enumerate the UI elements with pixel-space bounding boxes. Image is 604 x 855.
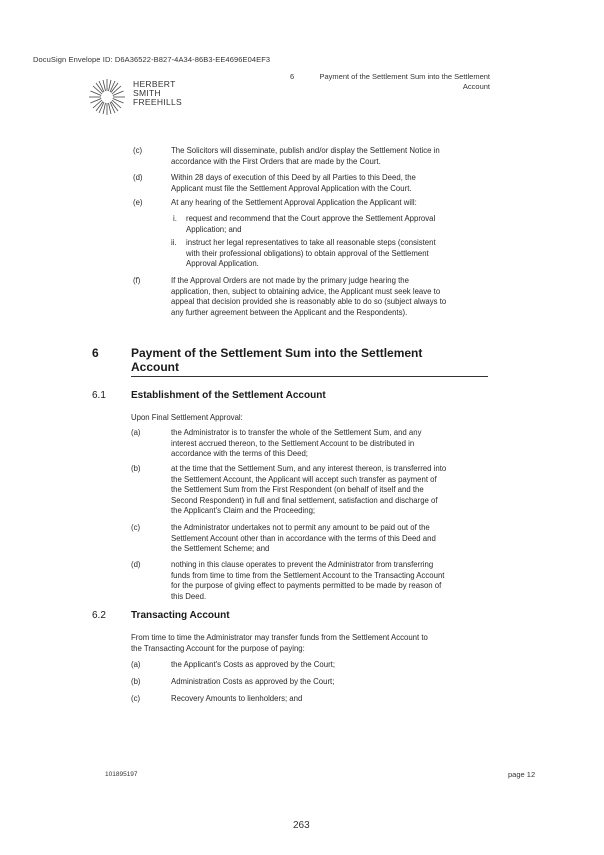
brand-line: SMITH: [133, 88, 161, 98]
clause-text: the Administrator is to transfer the whole of the Settlement Sum, and any interest accrued thereon, to the Settlement Account to be distributed in accordance with the terms of this Deed;: [171, 428, 422, 459]
subsection-number: 6.2: [92, 610, 106, 621]
subsection-number: 6.1: [92, 390, 106, 401]
brand-name: [133, 80, 182, 107]
starburst-logo-icon: [87, 77, 127, 117]
clause-label: (b): [131, 464, 141, 473]
subsection-heading: Transacting Account: [131, 610, 230, 621]
page-number: 263: [293, 820, 310, 831]
clause-text: At any hearing of the Settlement Approval Application the Applicant will:: [171, 198, 417, 207]
clause-text: at the time that the Settlement Sum, and any interest thereon, is transferred into the Settlement Account, the Applicant will accept such transfer as payment of the Settlement Sum from the First Respondent (on behalf of itself and the Second Respondent) in full and final settlement, satisfaction and discharge of the Applicant's Claim and the Proceeding;: [171, 464, 447, 516]
document-reference: 101895197: [105, 771, 138, 778]
clause-label: (a): [131, 660, 141, 669]
envelope-id: DocuSign Envelope ID: D6A36522-B827-4A34-86B3-EE4696E04EF3: [33, 55, 271, 64]
clause-label: (e): [133, 198, 143, 207]
page-label: page 12: [508, 770, 536, 779]
clause-text: Recovery Amounts to lienholders; and: [171, 694, 303, 703]
running-header-number: 6: [290, 72, 295, 81]
clause-text: Within 28 days of execution of this Deed by all Parties to this Deed, the Applicant must file the Settlement Approval Application with the Court.: [171, 173, 416, 193]
clause-label: (c): [131, 694, 141, 703]
clause-label: (c): [131, 523, 141, 532]
clause-text: nothing in this clause operates to prevent the Administrator from transferring funds from time to time from the Settlement Account to the Transacting Account for the purpose of giving effect to payments permitted to be made by reason of this Deed.: [171, 560, 445, 601]
subsection-intro: Upon Final Settlement Approval:: [131, 413, 243, 422]
subsection-intro: From time to time the Administrator may transfer funds from the Settlement Account to the Transacting Account for the purpose of paying:: [131, 633, 428, 653]
subclause-label: i.: [173, 214, 177, 223]
subclause-text: instruct her legal representatives to take all reasonable steps (consistent with their professional obligations) to obtain approval of the Settlement Approval Application.: [186, 238, 436, 269]
running-header-title: Payment of the Settlement Sum into the Settlement Account: [319, 72, 490, 91]
clause-label: (f): [133, 276, 141, 285]
clause-label: (b): [131, 677, 141, 686]
clause-label: (d): [133, 173, 143, 182]
clause-text: the Applicant's Costs as approved by the Court;: [171, 660, 336, 669]
clause-label: (a): [131, 428, 141, 437]
section-rule: [131, 376, 488, 377]
clause-text: If the Approval Orders are not made by the primary judge hearing the application, then, subject to obtaining advice, the Applicant must seek leave to appeal that decision provided she is reasonably able to do so (subject always to any further agreement between the Applicant and the Respondents).: [171, 276, 447, 317]
clause-label: (c): [133, 146, 143, 155]
section-number: 6: [92, 346, 99, 360]
clause-text: The Solicitors will disseminate, publish and/or display the Settlement Notice in accordance with the First Orders that are made by the Court.: [171, 146, 440, 166]
subclause-label: ii.: [171, 238, 177, 247]
clause-text: Administration Costs as approved by the Court;: [171, 677, 335, 686]
clause-label: (d): [131, 560, 141, 569]
section-heading: Payment of the Settlement Sum into the Settlement Account: [131, 346, 423, 374]
clause-text: the Administrator undertakes not to permit any amount to be paid out of the Settlement Account other than in accordance with the terms of this Deed and the Settlement Scheme; and: [171, 523, 436, 554]
brand-line: HERBERT: [133, 79, 176, 89]
brand-line: FREEHILLS: [133, 97, 182, 107]
subclause-text: request and recommend that the Court approve the Settlement Approval Application; and: [186, 214, 436, 234]
subsection-heading: Establishment of the Settlement Account: [131, 390, 326, 401]
